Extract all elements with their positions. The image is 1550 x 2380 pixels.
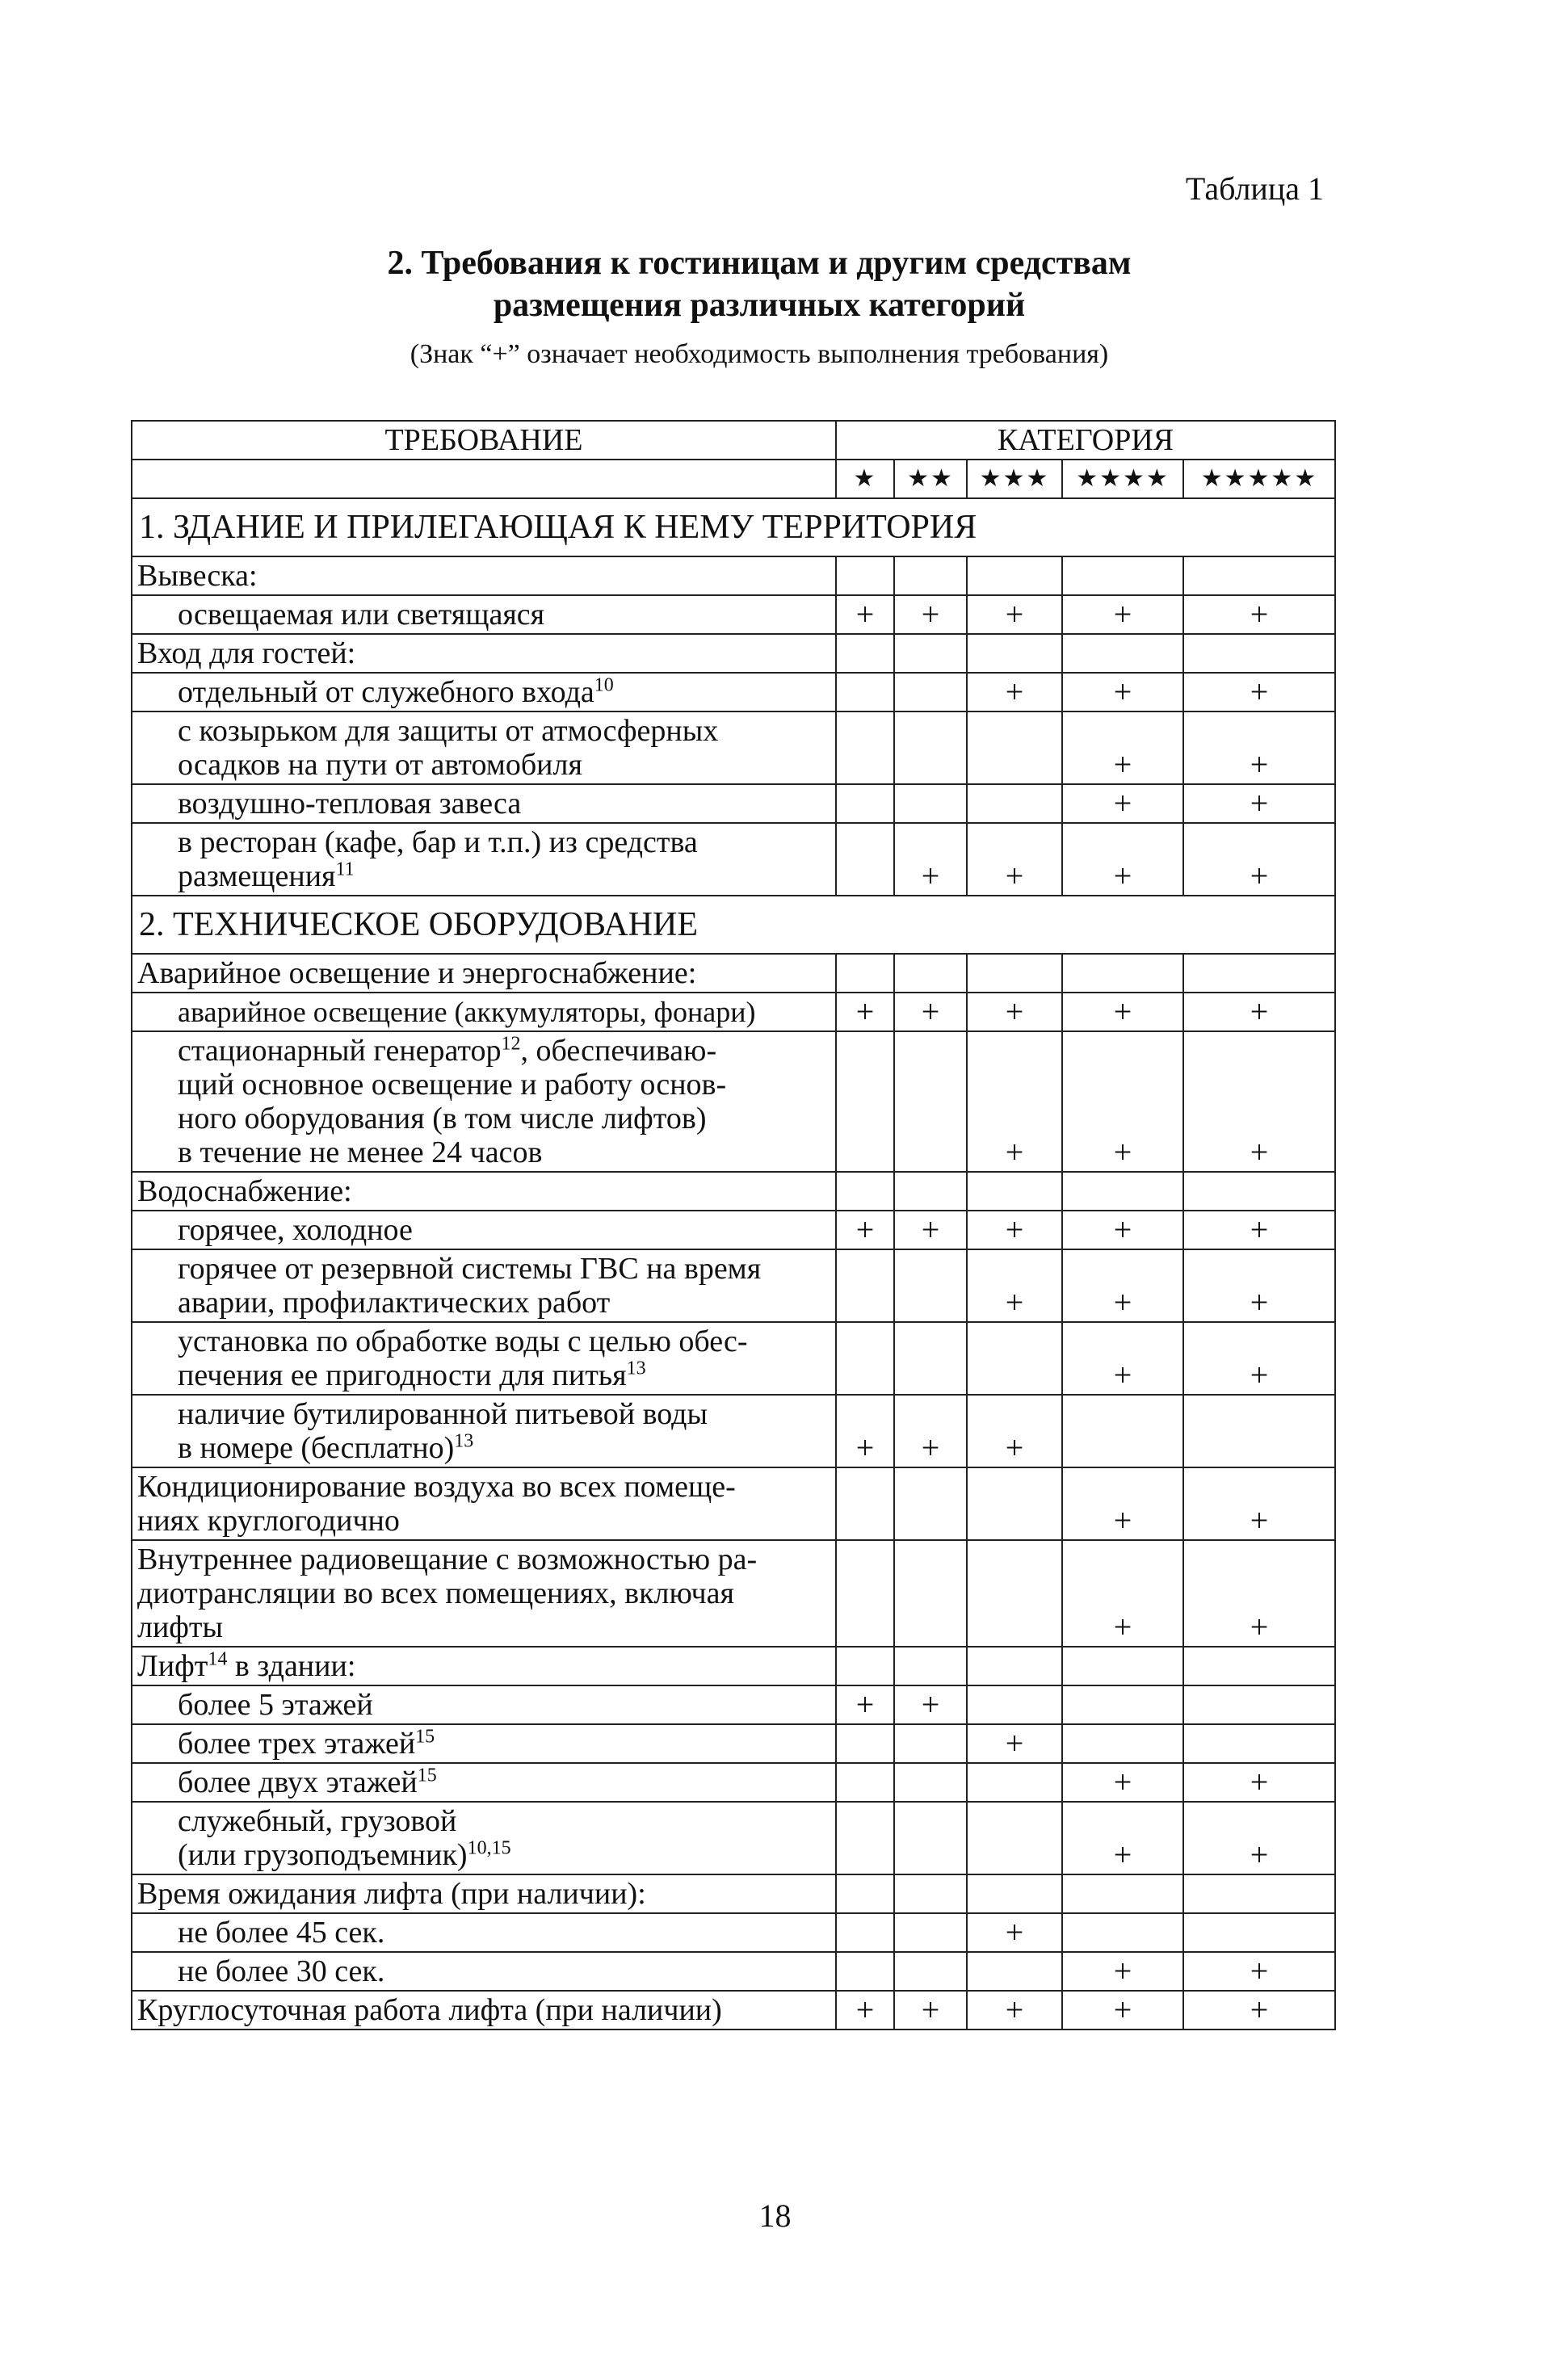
mark-cell: + xyxy=(1062,673,1183,711)
mark-cell xyxy=(967,1322,1062,1395)
mark-cell xyxy=(836,711,894,784)
mark-cell xyxy=(894,711,967,784)
page-title xyxy=(307,242,1212,326)
row-label: отдельный от служебного входа$^{10}$ xyxy=(132,673,836,711)
mark-cell: + xyxy=(967,823,1062,896)
table-row xyxy=(132,954,1335,993)
mark-cell xyxy=(1183,1913,1335,1952)
row-label: не более 45 сек. xyxy=(132,1913,836,1952)
mark-cell: + xyxy=(1183,1467,1335,1540)
mark-cell: + xyxy=(1062,823,1183,896)
table-row xyxy=(132,1874,1335,1913)
table-row xyxy=(132,1172,1335,1211)
mark-cell xyxy=(967,1467,1062,1540)
mark-cell xyxy=(836,1763,894,1802)
mark-cell xyxy=(836,1540,894,1647)
mark-cell xyxy=(894,1913,967,1952)
row-label: Кондиционирование воздуха во всех помеще- ниях круглогодично xyxy=(132,1467,836,1540)
mark-cell: + xyxy=(1183,673,1335,711)
table-row xyxy=(132,1031,1335,1172)
mark-cell xyxy=(836,1802,894,1874)
mark-cell: + xyxy=(1062,1540,1183,1647)
star-2: ★★ xyxy=(894,460,967,498)
mark-cell xyxy=(1183,1685,1335,1724)
table-row xyxy=(132,1991,1335,2030)
mark-cell xyxy=(967,1540,1062,1647)
mark-cell: + xyxy=(1062,711,1183,784)
title-line-1: 2. Требования к гостиницам и другим средствам xyxy=(387,245,1132,282)
mark-cell: + xyxy=(967,993,1062,1031)
table-row xyxy=(132,1724,1335,1763)
star-4: ★★★★ xyxy=(1062,460,1183,498)
mark-cell xyxy=(1062,1724,1183,1763)
table-row xyxy=(132,823,1335,896)
mark-cell: + xyxy=(836,1991,894,2030)
mark-cell: + xyxy=(1183,823,1335,896)
mark-cell xyxy=(1062,1913,1183,1952)
mark-cell: + xyxy=(967,1991,1062,2030)
mark-cell xyxy=(894,1802,967,1874)
table-row xyxy=(132,1540,1335,1647)
requirement-header: ТРЕБОВАНИЕ xyxy=(132,421,836,460)
mark-cell: + xyxy=(1062,993,1183,1031)
blank-cell xyxy=(132,460,836,498)
mark-cell: + xyxy=(1062,1991,1183,2030)
section-title: 1. ЗДАНИЕ И ПРИЛЕГАЮЩАЯ К НЕМУ ТЕРРИТОРИЯ xyxy=(132,498,1335,556)
mark-cell: + xyxy=(836,1685,894,1724)
mark-cell xyxy=(967,1685,1062,1724)
row-label: горячее от резервной системы ГВС на время аварии, профилактических работ xyxy=(132,1249,836,1322)
mark-cell: + xyxy=(836,993,894,1031)
mark-cell: + xyxy=(836,595,894,634)
mark-cell: + xyxy=(967,1249,1062,1322)
mark-cell: + xyxy=(967,673,1062,711)
mark-cell: + xyxy=(1062,1763,1183,1802)
mark-cell: + xyxy=(836,1395,894,1467)
mark-cell: + xyxy=(1062,595,1183,634)
section-row xyxy=(132,498,1335,556)
row-label: в ресторан (кафе, бар и т.п.) из средства размещения$^{11}$ xyxy=(132,823,836,896)
mark-cell xyxy=(894,1540,967,1647)
mark-cell xyxy=(836,1467,894,1540)
mark-cell xyxy=(894,1763,967,1802)
table-row xyxy=(132,1952,1335,1991)
mark-cell xyxy=(836,1952,894,1991)
mark-cell: + xyxy=(1062,1031,1183,1172)
mark-cell: + xyxy=(1183,1952,1335,1991)
requirements-table xyxy=(131,420,1336,2030)
row-label: Лифт$^{14}$ в здании: xyxy=(132,1647,836,1685)
mark-cell xyxy=(836,1249,894,1322)
mark-cell xyxy=(836,784,894,823)
mark-cell xyxy=(836,673,894,711)
mark-cell xyxy=(836,1913,894,1952)
mark-cell: + xyxy=(967,1395,1062,1467)
stars-row xyxy=(132,460,1335,498)
mark-cell xyxy=(894,673,967,711)
mark-cell: + xyxy=(1183,1991,1335,2030)
mark-cell: + xyxy=(1183,1211,1335,1249)
mark-cell xyxy=(894,1031,967,1172)
row-label: более 5 этажей xyxy=(132,1685,836,1724)
row-label: наличие бутилированной питьевой воды в номере (бесплатно)$^{13}$ xyxy=(132,1395,836,1467)
mark-cell: + xyxy=(894,823,967,896)
table-row xyxy=(132,595,1335,634)
row-label: Внутреннее радиовещание с возможностью ра- диотрансляции во всех помещениях, включая лифты xyxy=(132,1540,836,1647)
table-row xyxy=(132,1913,1335,1952)
mark-cell xyxy=(967,711,1062,784)
mark-cell: + xyxy=(1183,1802,1335,1874)
title-line-2: размещения различных категорий xyxy=(493,287,1026,324)
row-label: более двух этажей$^{15}$ xyxy=(132,1763,836,1802)
mark-cell: + xyxy=(967,595,1062,634)
row-label: аварийное освещение (аккумуляторы, фонари) xyxy=(132,993,836,1031)
page-number: 18 xyxy=(758,2197,792,2234)
mark-cell xyxy=(836,1724,894,1763)
table-row xyxy=(132,1395,1335,1467)
mark-cell: + xyxy=(1183,595,1335,634)
mark-cell: + xyxy=(1062,1249,1183,1322)
table-row xyxy=(132,1685,1335,1724)
mark-cell: + xyxy=(1183,1763,1335,1802)
mark-cell xyxy=(1062,1685,1183,1724)
mark-cell xyxy=(894,1724,967,1763)
row-label: Аварийное освещение и энергоснабжение: xyxy=(132,954,836,993)
row-label: воздушно-тепловая завеса xyxy=(132,784,836,823)
star-3: ★★★ xyxy=(967,460,1062,498)
mark-cell: + xyxy=(894,595,967,634)
row-label: с козырьком для защиты от атмосферных осадков на пути от автомобиля xyxy=(132,711,836,784)
mark-cell xyxy=(1183,1395,1335,1467)
mark-cell: + xyxy=(894,993,967,1031)
table-row xyxy=(132,1802,1335,1874)
mark-cell: + xyxy=(1183,1540,1335,1647)
mark-cell xyxy=(894,1467,967,1540)
mark-cell: + xyxy=(1062,1211,1183,1249)
row-label: служебный, грузовой (или грузоподъемник)$^{10,15}$ xyxy=(132,1802,836,1874)
table-row xyxy=(132,711,1335,784)
row-label: освещаемая или светящаяся xyxy=(132,595,836,634)
legend-note: (Знак “+” означает необходимость выполнения требования) xyxy=(410,339,1109,369)
mark-cell: + xyxy=(1062,784,1183,823)
mark-cell xyxy=(967,1802,1062,1874)
row-label: Водоснабжение: xyxy=(132,1172,836,1211)
mark-cell: + xyxy=(1183,1249,1335,1322)
table-row xyxy=(132,1322,1335,1395)
table-row xyxy=(132,1249,1335,1322)
mark-cell xyxy=(894,1249,967,1322)
table-row xyxy=(132,1211,1335,1249)
mark-cell xyxy=(894,1952,967,1991)
mark-cell xyxy=(836,1322,894,1395)
section-title: 2. ТЕХНИЧЕСКОЕ ОБОРУДОВАНИЕ xyxy=(132,896,1335,954)
mark-cell: + xyxy=(1183,784,1335,823)
mark-cell: + xyxy=(1062,1467,1183,1540)
mark-cell xyxy=(967,1763,1062,1802)
table-row xyxy=(132,993,1335,1031)
mark-cell xyxy=(1183,1724,1335,1763)
mark-cell: + xyxy=(1062,1322,1183,1395)
mark-cell xyxy=(1062,1395,1183,1467)
row-label: Вывеска: xyxy=(132,556,836,595)
section-row xyxy=(132,896,1335,954)
mark-cell: + xyxy=(1183,1031,1335,1172)
row-label: стационарный генератор$^{12}$, обеспечиваю- щий основное освещение и работу основ- ного оборудования (в том числе лифтов) в течение не менее 24 часов xyxy=(132,1031,836,1172)
row-label: Время ожидания лифта (при наличии): xyxy=(132,1874,836,1913)
mark-cell: + xyxy=(894,1395,967,1467)
row-label: более трех этажей$^{15}$ xyxy=(132,1724,836,1763)
category-header: КАТЕГОРИЯ xyxy=(836,421,1335,460)
mark-cell xyxy=(836,1031,894,1172)
star-5: ★★★★★ xyxy=(1183,460,1335,498)
table-row xyxy=(132,673,1335,711)
table-row xyxy=(132,1647,1335,1685)
table-number: Таблица 1 xyxy=(1185,170,1324,207)
mark-cell: + xyxy=(1062,1952,1183,1991)
mark-cell: + xyxy=(894,1991,967,2030)
mark-cell: + xyxy=(1062,1802,1183,1874)
mark-cell: + xyxy=(967,1724,1062,1763)
header-row xyxy=(132,421,1335,460)
mark-cell: + xyxy=(1183,993,1335,1031)
table-row xyxy=(132,1467,1335,1540)
mark-cell xyxy=(894,784,967,823)
mark-cell: + xyxy=(836,1211,894,1249)
row-label: не более 30 сек. xyxy=(132,1952,836,1991)
row-label: Круглосуточная работа лифта (при наличии) xyxy=(132,1991,836,2030)
mark-cell xyxy=(967,784,1062,823)
table-row xyxy=(132,634,1335,673)
mark-cell xyxy=(894,1322,967,1395)
row-label: установка по обработке воды с целью обес- печения ее пригодности для питья$^{13}$ xyxy=(132,1322,836,1395)
table-row xyxy=(132,784,1335,823)
mark-cell xyxy=(967,1952,1062,1991)
row-label: горячее, холодное xyxy=(132,1211,836,1249)
mark-cell: + xyxy=(894,1685,967,1724)
star-1: ★ xyxy=(836,460,894,498)
mark-cell: + xyxy=(967,1913,1062,1952)
table-row xyxy=(132,556,1335,595)
mark-cell xyxy=(836,823,894,896)
mark-cell: + xyxy=(967,1211,1062,1249)
mark-cell: + xyxy=(1183,1322,1335,1395)
row-label: Вход для гостей: xyxy=(132,634,836,673)
mark-cell: + xyxy=(1183,711,1335,784)
mark-cell: + xyxy=(894,1211,967,1249)
table-row xyxy=(132,1763,1335,1802)
mark-cell: + xyxy=(967,1031,1062,1172)
